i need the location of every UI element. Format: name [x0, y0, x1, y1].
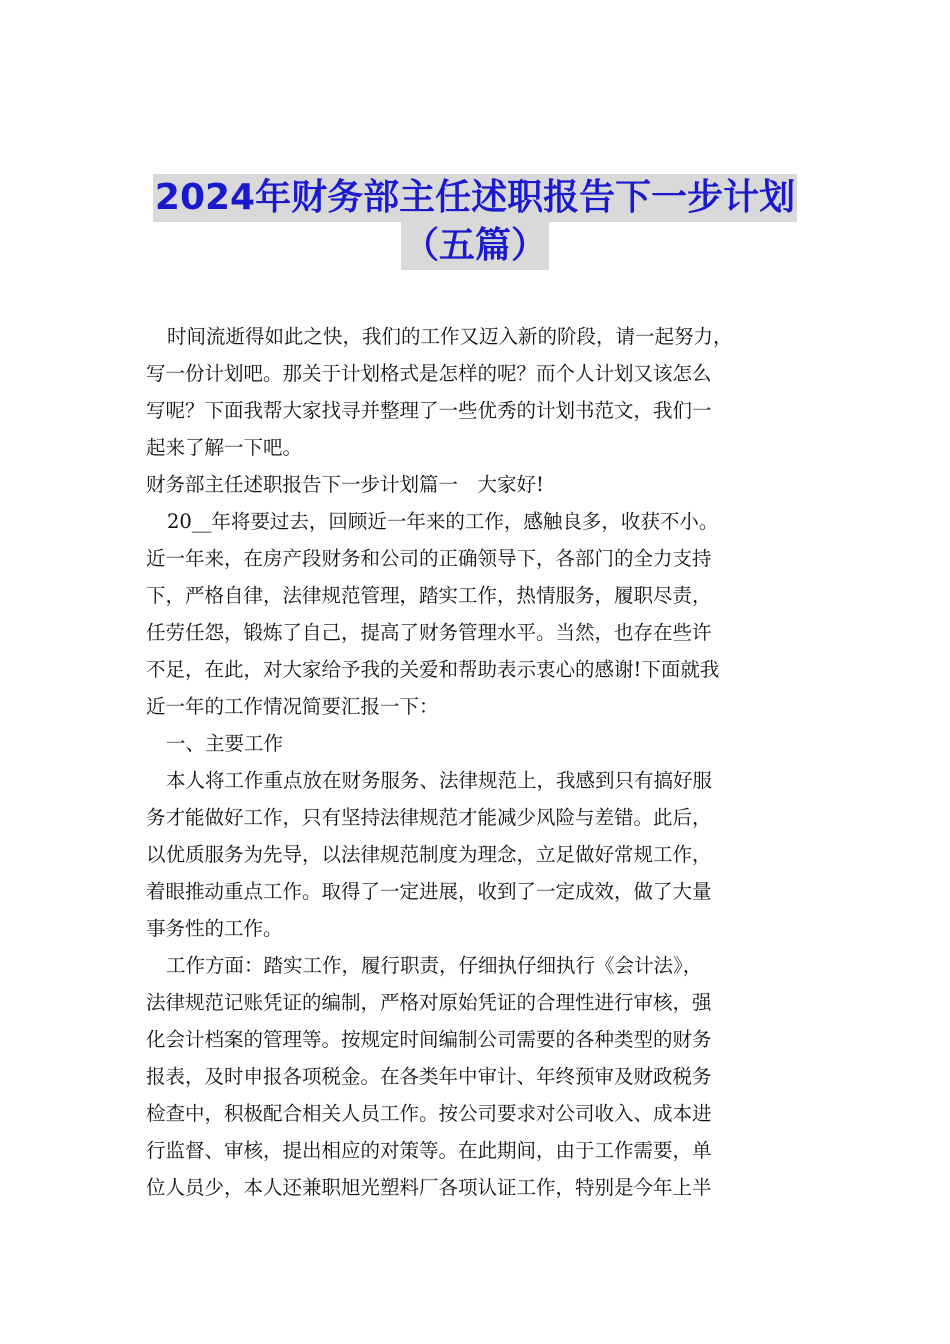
title-line-2: （五篇） [401, 222, 549, 270]
text-line: 任劳任怨，锻炼了自己，提高了财务管理水平。当然，也存在些许 [146, 621, 712, 644]
text-line: 法律规范记账凭证的编制，严格对原始凭证的合理性进行审核，强 [146, 991, 712, 1014]
text-line: 工作方面：踏实工作，履行职责，仔细执仔细执行《会计法》， [166, 954, 703, 977]
document-title [0, 174, 950, 270]
document-body [146, 318, 806, 1206]
text-line: 20__年将要过去，回顾近一年来的工作，感触良多，收获不小。 [167, 510, 719, 533]
text-line: 报表，及时申报各项税金。在各类年中审计、年终预审及财政税务 [146, 1065, 712, 1088]
text-line: 本人将工作重点放在财务服务、法律规范上，我感到只有搞好服 [166, 769, 713, 792]
text-line: 务才能做好工作，只有坚持法律规范才能减少风险与差错。此后， [146, 806, 712, 829]
text-line: 一、主要工作 [166, 732, 284, 755]
text-line: 写呢？下面我帮大家找寻并整理了一些优秀的计划书范文，我们一 [146, 399, 712, 422]
text-line: 以优质服务为先导，以法律规范制度为理念，立足做好常规工作， [146, 843, 712, 866]
text-line: 化会计档案的管理等。按规定时间编制公司需要的各种类型的财务 [146, 1028, 712, 1051]
text-line: 不足，在此，对大家给予我的关爱和帮助表示衷心的感谢!下面就我 [146, 658, 720, 681]
text-line: 下，严格自律，法律规范管理，踏实工作，热情服务，履职尽责， [146, 584, 712, 607]
title-line-1: 2024年财务部主任述职报告下一步计划 [153, 174, 797, 222]
text-line: 写一份计划吧。那关于计划格式是怎样的呢？而个人计划又该怎么 [146, 362, 712, 385]
text-line: 位人员少，本人还兼职旭光塑料厂各项认证工作，特别是今年上半 [146, 1176, 712, 1199]
text-line: 近一年的工作情况简要汇报一下： [146, 695, 439, 718]
text-line: 财务部主任述职报告下一步计划篇一 大家好! [146, 473, 544, 496]
text-line: 时间流逝得如此之快，我们的工作又迈入新的阶段，请一起努力， [167, 325, 733, 348]
text-line: 起来了解一下吧。 [146, 436, 303, 459]
text-line: 行监督、审核，提出相应的对策等。在此期间，由于工作需要，单 [146, 1139, 712, 1162]
text-line: 事务性的工作。 [146, 917, 283, 940]
text-line: 近一年来，在房产段财务和公司的正确领导下，各部门的全力支持 [146, 547, 712, 570]
text-line: 着眼推动重点工作。取得了一定进展，收到了一定成效，做了大量 [146, 880, 712, 903]
text-line: 检查中，积极配合相关人员工作。按公司要求对公司收入、成本进 [146, 1102, 712, 1125]
